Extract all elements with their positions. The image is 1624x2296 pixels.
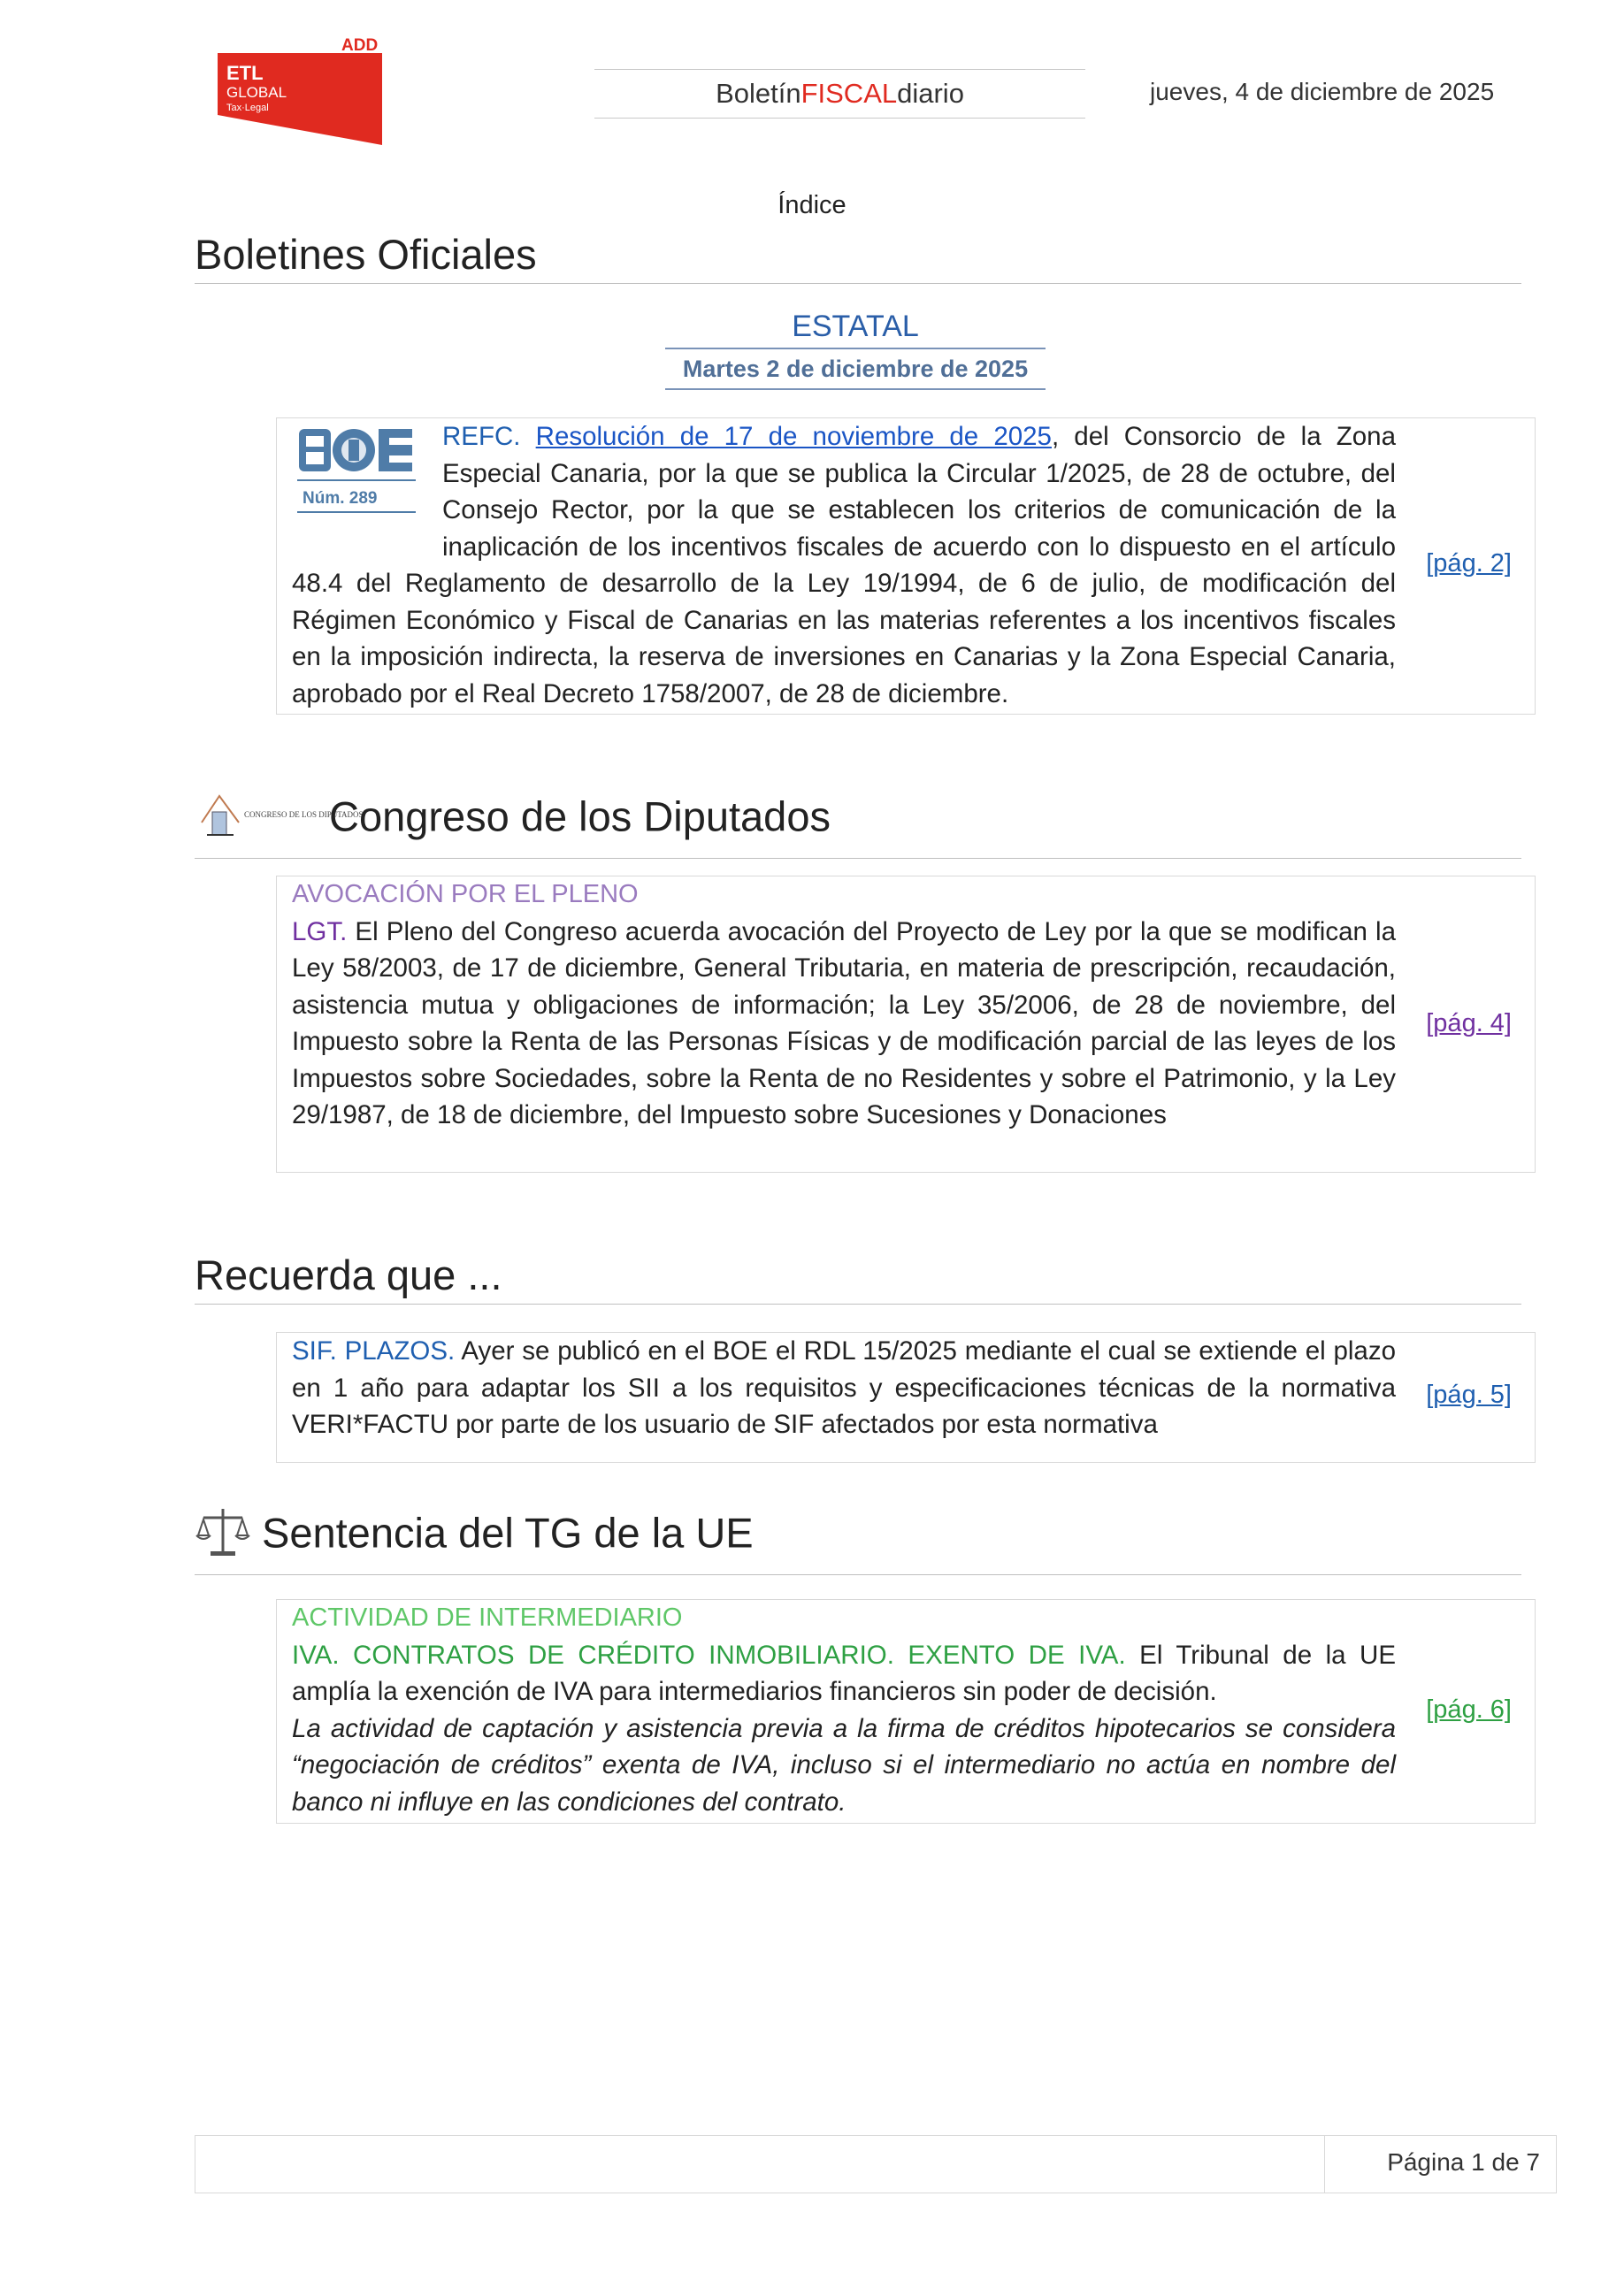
footer-divider xyxy=(1324,2136,1325,2193)
boe-entry-body: , del Consorcio de la Zona Especial Canaria, por la que se publica la Circular 1/2025, de 28 de octubre, del Consejo Rector, por la que se establecen los criterios de comunicación de la inaplicación de los incentivos fiscales de acuerdo con lo dispuesto en el artículo 48.4 del Reglamento de desarrollo de la Ley 19/1994, de 6 de julio, de modificación del Régimen Económico y Fiscal de Canarias en las materias referentes a los incentivos fiscales en la imposición indirecta, la reserva de inversiones en Canarias y la Zona Especial Canaria, aprobado por el Real Decreto 1758/2007, de 28 de diciembre. xyxy=(292,422,1396,708)
estatal-heading: ESTATAL xyxy=(665,310,1046,349)
sentencia-summary: La actividad de captación y asistencia previa a la firma de créditos hipotecarios se considera “negociación de créditos” exenta de IVA, incluso si el intermediario no actúa en nombre del banco ni influye en las condiciones del contrato. xyxy=(292,1713,1396,1817)
header-title xyxy=(594,69,1085,119)
svg-text:Tax·Legal: Tax·Legal xyxy=(226,103,269,113)
svg-text:GLOBAL: GLOBAL xyxy=(226,84,287,101)
page-link-6[interactable]: [pág. 6] xyxy=(1426,1695,1512,1724)
header-title-suffix: diario xyxy=(897,78,964,109)
boe-logo-icon xyxy=(292,418,425,523)
sentencia-label: ACTIVIDAD DE INTERMEDIARIO xyxy=(292,1603,683,1632)
sentencia-entry-card xyxy=(276,1599,1536,1824)
page-link-2[interactable]: [pág. 2] xyxy=(1426,549,1512,578)
section-title-sentencia: Sentencia del TG de la UE xyxy=(195,1504,1521,1575)
resolucion-link[interactable]: Resolución de 17 de noviembre de 2025 xyxy=(535,422,1052,451)
congreso-entry-card xyxy=(276,876,1536,1173)
boe-keyword: REFC. xyxy=(442,422,521,451)
svg-text:CONGRESO DE LOS DIPUTADOS: CONGRESO DE LOS DIPUTADOS xyxy=(244,810,364,819)
congreso-entry-body: El Pleno del Congreso acuerda avocación del Proyecto de Ley por la que se modifican la Ley 58/2003, de 17 de diciembre, General Tributaria, en materia de prescripción, recaudación, asistencia mutua y obligaciones de información; la Ley 35/2006, de 28 de noviembre, del Impuesto sobre la Renta de las Personas Físicas y de modificación parcial de las leyes de los Impuestos sobre Sociedades, sobre la Renta de no Residentes y sobre el Patrimonio, y la Ley 29/1987, de 18 de diciembre, del Impuesto sobre Sucesiones y Donaciones xyxy=(292,916,1396,1129)
recuerda-keyword: SIF. PLAZOS. xyxy=(292,1336,456,1366)
header-date: jueves, 4 de diciembre de 2025 xyxy=(1150,78,1495,105)
section-title-congreso: CONGRESO DE LOS DIPUTADOS Congreso de los Diputados xyxy=(195,787,1521,859)
sentencia-entry-text xyxy=(292,1600,1396,1820)
section-title-recuerda: Recuerda que ... xyxy=(195,1252,1521,1305)
congreso-logo-icon xyxy=(195,787,364,853)
etl-global-logo xyxy=(218,35,386,145)
sentencia-keyword: IVA. CONTRATOS DE CRÉDITO INMOBILIARIO. EXENTO DE IVA. xyxy=(292,1640,1126,1670)
page-number: Página 1 de 7 xyxy=(1387,2148,1540,2176)
index-heading: Índice xyxy=(778,191,846,219)
header-title-prefix: Boletín xyxy=(716,78,801,109)
recuerda-entry-body: Ayer se publicó en el BOE el RDL 15/2025 mediante el cual se extiende el plazo en 1 año para adaptar los SII a los requisitos y especificaciones técnicas de la normativa VERI*FACTU por parte de los usuario de SIF afectados por esta normativa xyxy=(292,1336,1396,1439)
estatal-date: Martes 2 de diciembre de 2025 xyxy=(665,356,1046,390)
scales-icon xyxy=(195,1504,251,1569)
boe-entry-card xyxy=(276,417,1536,715)
congreso-label: AVOCACIÓN POR EL PLENO xyxy=(292,880,639,908)
congreso-keyword: LGT. xyxy=(292,916,348,946)
section-title-boletines: Boletines Oficiales xyxy=(195,232,1521,284)
recuerda-entry-card xyxy=(276,1332,1536,1463)
page-link-4[interactable]: [pág. 4] xyxy=(1426,1009,1512,1037)
boe-logo xyxy=(292,418,442,532)
boe-entry-text xyxy=(292,418,1396,712)
svg-text:ADD: ADD xyxy=(341,36,379,55)
congreso-entry-text xyxy=(292,876,1396,1134)
svg-text:Núm. 289: Núm. 289 xyxy=(303,489,378,508)
page-footer xyxy=(195,2135,1557,2193)
page-link-5[interactable]: [pág. 5] xyxy=(1426,1381,1512,1409)
recuerda-entry-text xyxy=(292,1333,1396,1443)
sentencia-entry-body: El Tribunal de la UE amplía la exención de IVA para intermediarios financieros sin poder de decisión. xyxy=(292,1640,1397,1706)
header-title-highlight: FISCAL xyxy=(801,78,898,109)
svg-text:ETL: ETL xyxy=(226,62,264,84)
